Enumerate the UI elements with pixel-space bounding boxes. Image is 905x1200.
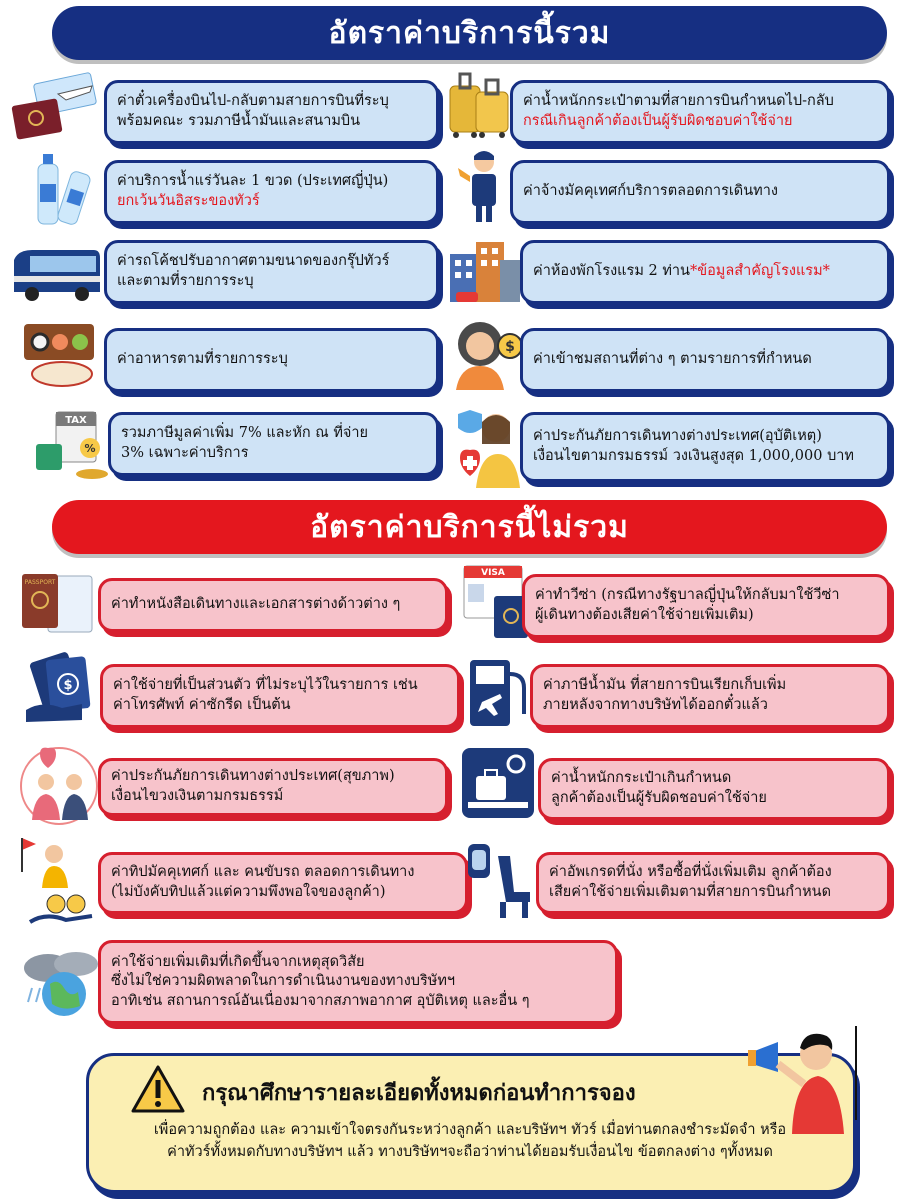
warning-icon: [130, 1064, 186, 1114]
airplane-seat-icon: [464, 840, 540, 922]
included-item-insurance: ค่าประกันภัยการเดินทางต่างประเทศ(อุบัติเหตุ) เงื่อนไขตามกรมธรรม์ วงเงินสูงสุด 1,000,000 บาท: [520, 412, 890, 482]
notice-body: เพื่อความถูกต้อง และ ความเข้าใจตรงกันระหว่างลูกค้า และบริษัทฯ ทัวร์ เมื่อท่านตกลงชำระมัดจำ หรือ ค่าทัวร์ทั้งหมดกับทางบริษัทฯ แล้ว ทางบริษัทฯจะถือว่าท่านได้ยอมรับเงื่อนไข ข้อตกลงต่าง ๆทั้งหมด: [153, 1122, 787, 1160]
included-item-guide: ค่าจ้างมัคคุเทศก์บริการตลอดการเดินทาง: [510, 160, 890, 224]
included-item-luggage: ค่าน้ำหนักกระเป๋าตามที่สายการบินกำหนดไป-กลับ กรณีเกินลูกค้าต้องเป็นผู้รับผิดชอบค่าใช้จ่าย: [510, 80, 890, 144]
included-item-food: ค่าอาหารตามที่รายการระบุ: [104, 328, 439, 392]
megaphone-man-icon: [748, 1024, 860, 1134]
airplane-ticket-passport-icon: [6, 72, 102, 144]
tour-guide-icon: [456, 146, 512, 226]
health-insurance-icon: [16, 742, 102, 826]
svg-text:PASSPORT: PASSPORT: [24, 579, 56, 586]
included-item-admission: ค่าเข้าชมสถานที่ต่าง ๆ ตามรายการที่กำหนด: [520, 328, 890, 392]
excluded-item-overweight: ค่าน้ำหนักกระเป๋าเกินกำหนด ลูกค้าต้องเป็นผู้รับผิดชอบค่าใช้จ่าย: [538, 758, 890, 820]
svg-text:TAX: TAX: [65, 415, 87, 426]
svg-text:%: %: [84, 442, 96, 455]
tax-icon: [32, 408, 112, 482]
hotel-icon: [446, 238, 524, 306]
excluded-header: อัตราค่าบริการนี้ไม่รวม: [52, 500, 887, 554]
excluded-item-seat-upgrade: ค่าอัพเกรดที่นั่ง หรือซื้อที่นั่งเพิ่มเติม ลูกค้าต้อง เสียค่าใช้จ่ายเพิ่มเติมตามที่สายการบินกำหนด: [536, 852, 890, 914]
bus-icon: [8, 242, 104, 306]
fuel-airplane-icon: [464, 654, 534, 732]
tip-guide-icon: [16, 832, 98, 928]
admission-agent-icon: [452, 316, 524, 390]
svg-text:$: $: [63, 678, 73, 693]
notice-title: กรุณาศึกษารายละเอียดทั้งหมดก่อนทำการจอง: [202, 1080, 636, 1106]
svg-text:$: $: [505, 339, 515, 355]
passport-documents-icon: [18, 568, 98, 638]
excluded-item-tip: ค่าทิปมัคคุเทศก์ และ คนขับรถ ตลอดการเดินทาง (ไม่บังคับทิปแล้วแต่ความพึงพอใจของลูกค้า): [98, 852, 468, 914]
included-item-tax: รวมภาษีมูลค่าเพิ่ม 7% และหัก ณ ที่จ่าย 3% เฉพาะค่าบริการ: [108, 412, 439, 476]
travel-insurance-icon: [448, 404, 524, 488]
included-item-water: ค่าบริการน้ำแร่วันละ 1 ขวด (ประเทศญี่ปุ่น) ยกเว้นวันอิสระของทัวร์: [104, 160, 439, 224]
included-item-hotel: ค่าห้องพักโรงแรม 2 ท่าน*ข้อมูลสำคัญโรงแรม*: [520, 240, 890, 304]
water-bottle-icon: [30, 150, 92, 228]
included-header: อัตราค่าบริการนี้รวม: [52, 6, 887, 60]
money-hand-icon: [22, 650, 102, 724]
excluded-item-visa: ค่าทำวีซ่า (กรณีทางรัฐบาลญี่ปุ่นให้กลับมาใช้วีซ่า ผู้เดินทางต้องเสียค่าใช้จ่ายเพิ่มเติม): [522, 574, 890, 638]
included-item-flight: ค่าตั๋วเครื่องบินไป-กลับตามสายการบินที่ระบุ พร้อมคณะ รวมภาษีน้ำมันและสนามบิน: [104, 80, 439, 144]
food-bento-icon: [18, 318, 104, 388]
excluded-item-fuel: ค่าภาษีน้ำมัน ที่สายการบินเรียกเก็บเพิ่ม ภายหลังจากทางบริษัทได้ออกตั๋วแล้ว: [530, 664, 890, 728]
svg-text:VISA: VISA: [481, 568, 505, 578]
excluded-item-force-majeure: ค่าใช้จ่ายเพิ่มเติมที่เกิดขึ้นจากเหตุสุดวิสัย ซึ่งไม่ใช่ความผิดพลาดในการดำเนินงานของทางบริษัทฯ อาทิเช่น สถานการณ์อันเนื่องมาจากสภาพอากาศ อุบัติเหตุ และอื่น ๆ: [98, 940, 618, 1024]
baggage-scale-icon: [458, 742, 538, 822]
excluded-item-personal: ค่าใช้จ่ายที่เป็นส่วนตัว ที่ไม่ระบุไว้ในรายการ เช่น ค่าโทรศัพท์ ค่าซักรีด เป็นต้น: [100, 664, 460, 728]
excluded-item-health-insurance: ค่าประกันภัยการเดินทางต่างประเทศ(สุขภาพ) เงื่อนไขวงเงินตามกรมธรรม์: [98, 758, 448, 816]
excluded-item-passport: ค่าทำหนังสือเดินทางและเอกสารต่างด้าวต่าง ๆ: [98, 578, 448, 632]
included-item-coach: ค่ารถโค้ชปรับอากาศตามขนาดของกรุ๊ปทัวร์ และตามที่รายการระบุ: [104, 240, 439, 304]
luggage-icon: [446, 68, 514, 140]
weather-disaster-icon: [18, 948, 106, 1024]
